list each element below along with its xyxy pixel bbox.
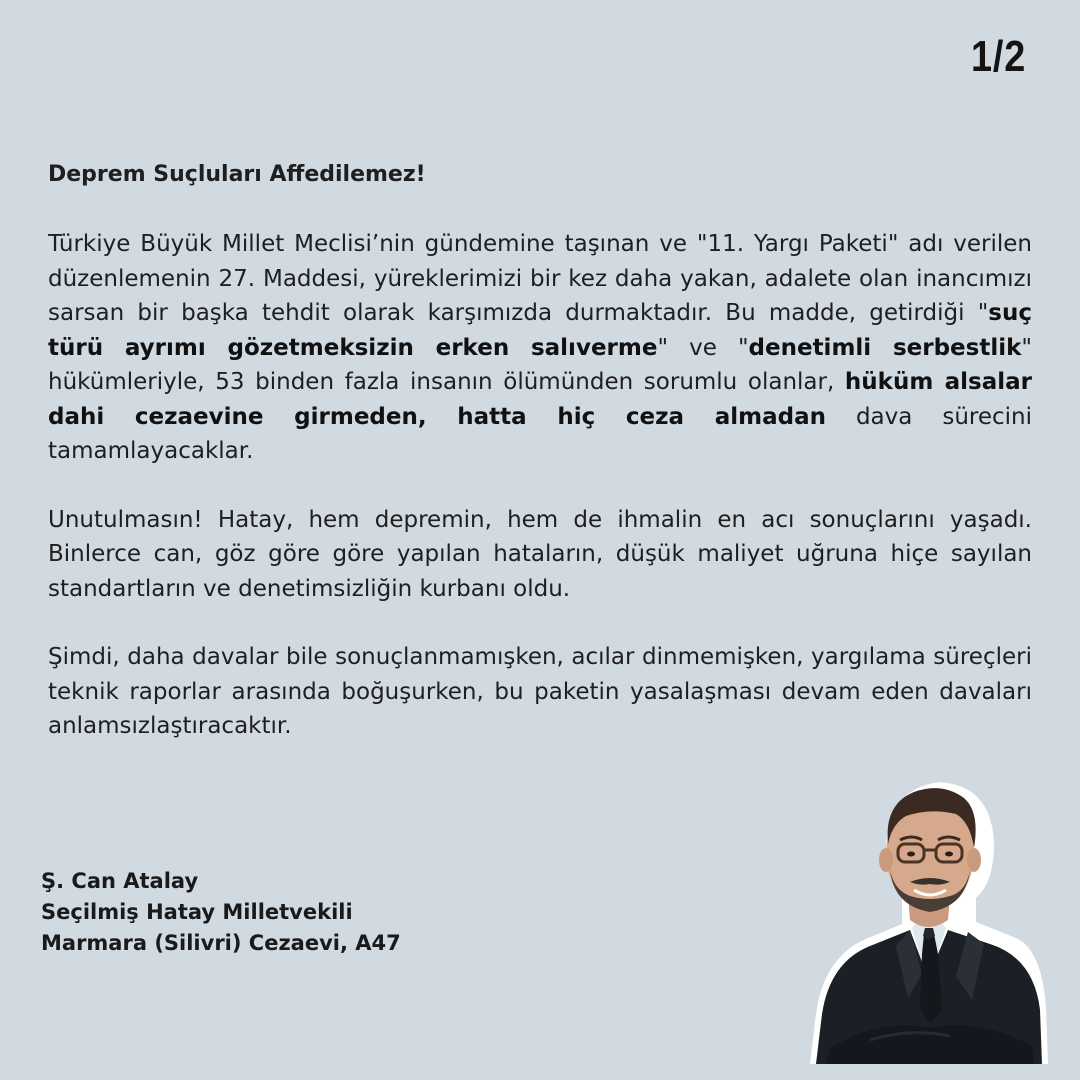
paragraph-1-bold-a: suç türü ayrımı gözetmeksizin erken salıverme	[48, 300, 1032, 361]
paragraph-1-bold-c: hüküm alsalar dahi cezaevine girmeden, hatta hiç ceza almadan	[48, 369, 1032, 430]
page-indicator: 1/2	[970, 32, 1026, 81]
signature-name: Ş. Can Atalay	[41, 869, 199, 893]
signature-role: Seçilmiş Hatay Milletvekili	[41, 900, 353, 924]
paragraph-2: Unutulmasın! Hatay, hem depremin, hem de ihmalin en acı sonuçlarını yaşadı. Binlerce can, göz göre göre yapılan hataların, düşük maliyet uğruna hiçe sayılan standartların ve denetimsizliğin kurbanı oldu.	[48, 506, 1032, 602]
signature-location: Marmara (Silivri) Cezaevi, A47	[41, 931, 401, 955]
paragraph-1-bold-b: denetimli serbestlik	[748, 334, 1022, 361]
paragraph-1-text-d: dava sürecini tamamlayacaklar.	[48, 403, 1032, 464]
author-portrait	[810, 778, 1048, 1064]
paragraph-1	[48, 227, 1032, 469]
paragraph-1-text-a: Türkiye Büyük Millet Meclisi’nin gündemine taşınan ve "11. Yargı Paketi" adı verilen düzenlemenin 27. Maddesi, yüreklerimizi bir kez daha yakan, adalete olan inancımızı sarsan bir başka tehdit olarak karşımızda durmaktadır. Bu madde, getirdiği "	[48, 231, 1032, 326]
letter-title: Deprem Suçluları Affedilemez!	[48, 162, 426, 187]
letter-body	[48, 158, 1032, 778]
paragraph-1-text-b: " ve "	[657, 334, 749, 361]
paragraph-3: Şimdi, daha davalar bile sonuçlanmamışken, acılar dinmemişken, yargılama süreçleri teknik raporlar arasında boğuşurken, bu paketin yasalaşması devam eden davaları anlamsızlaştıracaktır.	[48, 644, 1032, 739]
signature-block	[41, 866, 401, 959]
paragraph-1-text-c: " hükümleriyle, 53 binden fazla insanın ölümünden sorumlu olanlar,	[48, 334, 1032, 395]
